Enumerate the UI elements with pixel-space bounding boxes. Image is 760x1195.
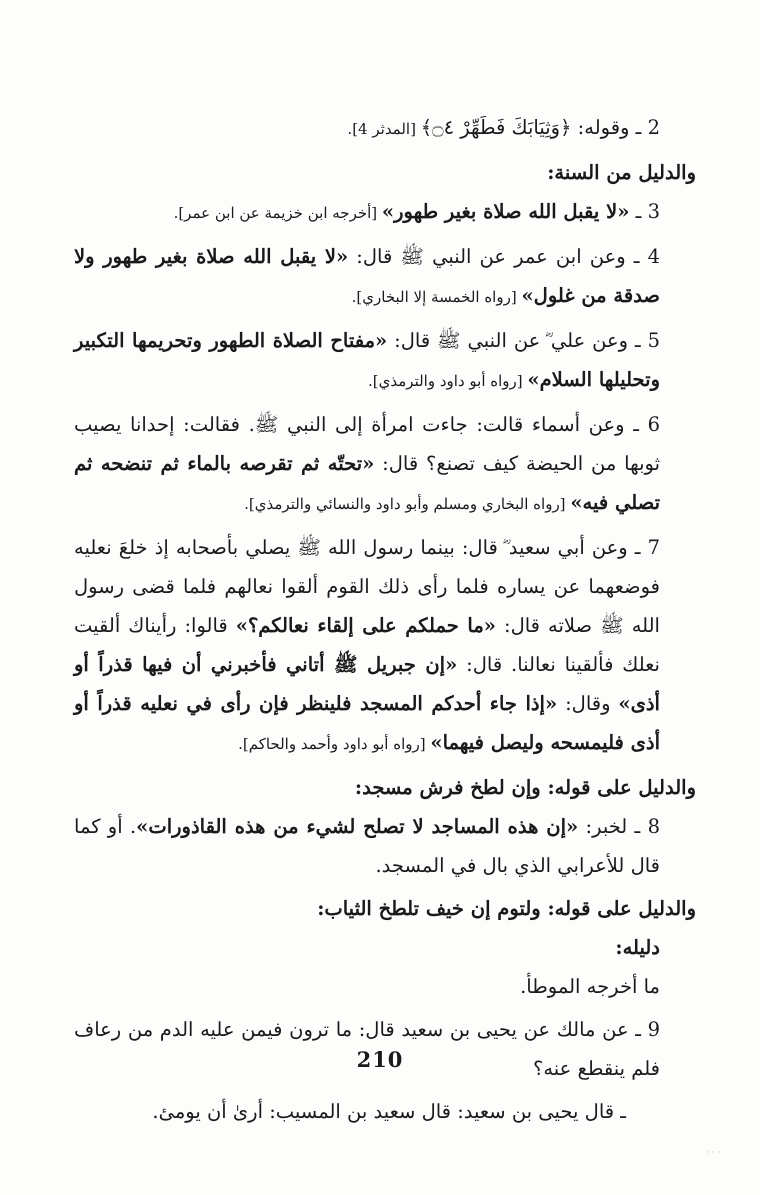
item-6 (74, 405, 696, 524)
page-body (74, 108, 696, 1135)
item-7 (74, 528, 696, 764)
verse-reference: [المدثر 4]. (347, 120, 421, 138)
item-7-reference: [رواه أبو داود وأحمد والحاكم]. (238, 735, 431, 753)
item-7-middle-1: قالوا: رأيناك ألقيت نعلك فألقينا نعالنا. قال: (74, 614, 660, 676)
item-4-reference: [رواه الخمسة إلا البخاري]. (351, 288, 522, 306)
evidence-label: دليله: (615, 936, 660, 959)
sunnah-heading: والدليل من السنة: (547, 161, 696, 184)
item-6-reference: [رواه البخاري ومسلم وأبو داود والنسائي والترمذي]. (244, 495, 571, 513)
item-7-quote-1: «ما حملكم على إلقاء نعالكم؟» (235, 614, 496, 637)
item-7-quote-3: «إذا جاء أحدكم المسجد فلينظر فإن رأى في نعليه قذراً أو أذى فليمسحه وليصل فيهما» (74, 692, 660, 754)
item-5-lead: 5 ـ وعن علي ؓ عن النبي ﷺ قال: (387, 329, 660, 352)
item-3 (74, 192, 696, 233)
item-4-hadith: «لا يقبل الله صلاة بغير طهور ولا صدقة من غلول» (74, 245, 660, 307)
item-8-tail: . أو كما قال للأعرابي الذي بال في المسجد. (74, 815, 660, 877)
muwatta-line: ما أخرجه الموطأ. (520, 975, 660, 998)
item-5-reference: [رواه أبو داود والترمذي]. (368, 372, 528, 390)
yahya-line: ـ قال يحيى بن سعيد: قال سعيد بن المسيب: أرىٰ أن يومئ. (152, 1100, 626, 1123)
scan-artifact: · · · (706, 1148, 721, 1158)
item-3-reference: [أخرجه ابن خزيمة عن ابن عمر]. (173, 204, 382, 222)
item-2 (74, 108, 696, 149)
item-6-hadith: «تحتّه ثم تقرصه بالماء ثم تنضحه ثم تصلي فيه» (74, 452, 660, 514)
item-9: 9 ـ عن مالك عن يحيى بن سعيد قال: ما ترون فيمن عليه الدم من رعاف فلم ينقطع عنه؟ (74, 1018, 660, 1080)
clothes-heading: والدليل على قوله: ولتوم إن خيف تلطخ الثياب: (317, 897, 696, 920)
item-7-quote-2: «إن جبريل ﷺ أتاني فأخبرني أن فيها قذراً أو أذى» (74, 653, 660, 715)
item-8-lead: 8 ـ لخبر: (578, 815, 660, 838)
item-3-lead: 3 ـ (629, 200, 660, 223)
item-4-lead: 4 ـ وعن ابن عمر عن النبي ﷺ قال: (348, 245, 660, 268)
mosque-heading: والدليل على قوله: وإن لطخ فرش مسجد: (354, 776, 696, 799)
item-3-hadith: «لا يقبل الله صلاة بغير طهور» (381, 200, 630, 223)
item-6-lead: 6 ـ وعن أسماء قالت: جاءت امرأة إلى النبي ﷺ. فقالت: إحدانا يصيب ثوبها من الحيضة كيف تصنع؟ قال: (74, 413, 661, 475)
item-5 (74, 321, 696, 401)
item-8-hadith: «إن هذه المساجد لا تصلح لشيء من هذه القاذورات» (136, 815, 579, 838)
item-2-lead: 2 ـ وقوله: (571, 116, 660, 139)
quran-verse: ﴿وَثِيَابَكَ فَطَهِّرْ ۝٤﴾ (420, 116, 572, 139)
page-number: 210 (356, 1047, 404, 1072)
item-8 (74, 807, 696, 885)
item-5-hadith: «مفتاح الصلاة الطهور وتحريمها التكبير وتحليلها السلام» (74, 329, 660, 391)
item-7-lead: 7 ـ وعن أبي سعيد ؓ قال: بينما رسول الله ﷺ يصلي بأصحابه إذ خلعَ نعليه فوضعهما عن يساره فلما رأى ذلك القوم ألقوا نعالهم فلما قضى رسول الله ﷺ صلاته قال: (74, 536, 660, 637)
item-4 (74, 237, 696, 317)
item-7-middle-2: وقال: (557, 692, 619, 715)
